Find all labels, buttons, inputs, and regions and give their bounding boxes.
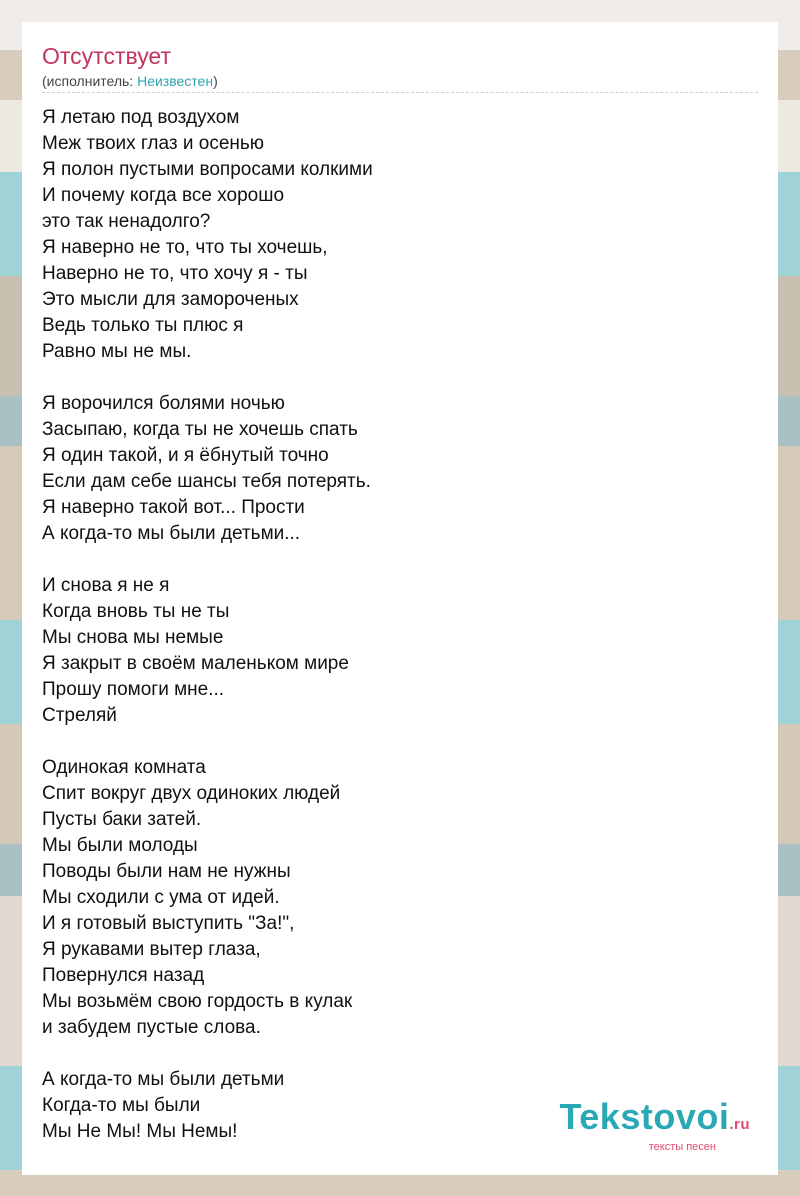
lyric-line: Наверно не то, что хочу я - ты	[42, 263, 308, 284]
lyric-line: Когда-то мы были	[42, 1095, 201, 1116]
lyric-line: Мы снова мы немые	[42, 627, 224, 648]
lyric-line: Равно мы не мы.	[42, 341, 192, 362]
lyric-line: Спит вокруг двух одиноких людей	[42, 783, 341, 804]
stanza	[42, 391, 758, 547]
brand-tld: .ru	[729, 1116, 750, 1133]
lyric-line: Поводы были нам не нужны	[42, 861, 291, 882]
lyric-line: А когда-то мы были детьми...	[42, 523, 301, 544]
lyric-line: Пусты баки затей.	[42, 809, 202, 830]
lyric-line: Повернулся назад	[42, 965, 205, 986]
song-title: Отсутствует	[42, 43, 171, 69]
artist-byline	[42, 72, 758, 93]
lyric-line: Мы сходили с ума от идей.	[42, 887, 280, 908]
lyric-line: Мы были молоды	[42, 835, 198, 856]
lyric-line: Когда вновь ты не ты	[42, 601, 230, 622]
brand-logo	[559, 1096, 750, 1153]
lyric-line: Мы возьмём свою гордость в кулак	[42, 991, 353, 1012]
lyric-line: Мы Не Мы! Мы Немы!	[42, 1121, 238, 1142]
lyric-line: И почему когда все хорошо	[42, 185, 285, 206]
lyric-line: это так ненадолго?	[42, 211, 211, 232]
lyric-line: Одинокая комната	[42, 757, 206, 778]
lyrics-card	[22, 22, 778, 1175]
stanza	[42, 105, 758, 365]
lyric-line: И снова я не я	[42, 575, 170, 596]
lyric-line: Прошу помоги мне...	[42, 679, 225, 700]
artist-link[interactable]: Неизвестен	[137, 73, 214, 89]
lyric-line: Если дам себе шансы тебя потерять.	[42, 471, 371, 492]
lyric-line: Я один такой, и я ёбнутый точно	[42, 445, 329, 466]
lyric-line: и забудем пустые слова.	[42, 1017, 261, 1038]
brand-tagline: тексты песен	[648, 1141, 716, 1153]
lyric-line: Засыпаю, когда ты не хочешь спать	[42, 419, 358, 440]
lyric-line: Я закрыт в своём маленьком мире	[42, 653, 349, 674]
lyric-line: Я наверно не то, что ты хочешь,	[42, 237, 328, 258]
lyric-line: Я наверно такой вот... Прости	[42, 497, 305, 518]
lyric-line: Меж твоих глаз и осенью	[42, 133, 265, 154]
byline-prefix: (исполнитель:	[42, 73, 138, 89]
lyric-line: Ведь только ты плюс я	[42, 315, 244, 336]
lyric-line: Я рукавами вытер глаза,	[42, 939, 261, 960]
stanza	[42, 755, 758, 1041]
byline-suffix: )	[213, 73, 218, 89]
lyric-line: Я летаю под воздухом	[42, 107, 240, 128]
lyric-line: А когда-то мы были детьми	[42, 1069, 285, 1090]
lyric-line: Это мысли для замороченых	[42, 289, 299, 310]
stanza	[42, 573, 758, 729]
brand-name: Tekstovoi	[559, 1096, 730, 1137]
lyric-line: Стреляй	[42, 705, 117, 726]
lyrics-body	[42, 105, 758, 1145]
lyric-line: И я готовый выступить "За!",	[42, 913, 295, 934]
lyric-line: Я полон пустыми вопросами колкими	[42, 159, 373, 180]
lyric-line: Я ворочился болями ночью	[42, 393, 285, 414]
